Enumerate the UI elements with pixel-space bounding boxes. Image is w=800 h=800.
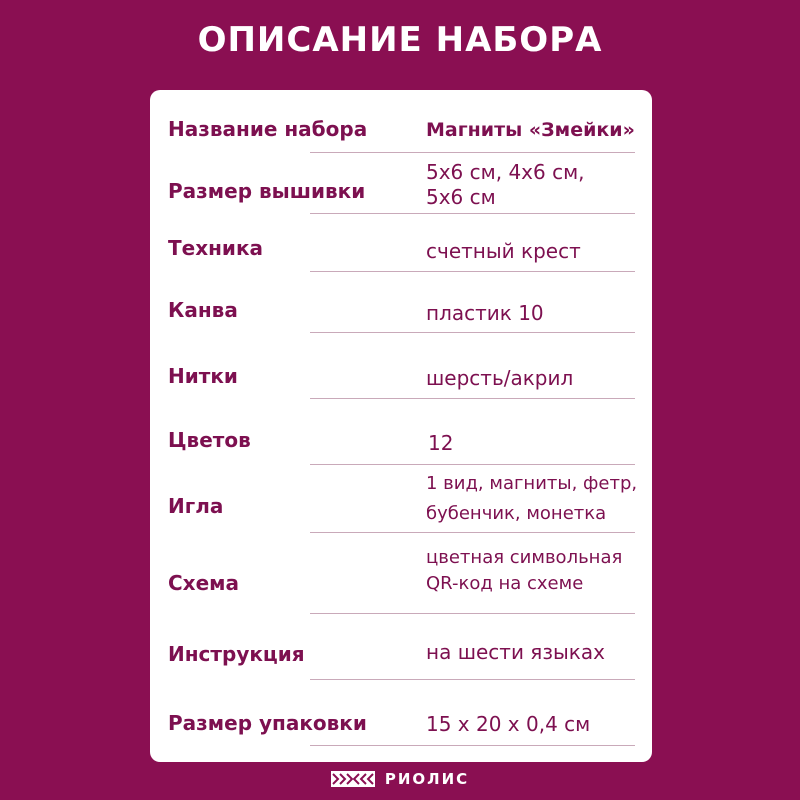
divider <box>310 332 635 333</box>
label-scheme: Схема <box>168 571 239 595</box>
value-embroidery-size-line1: 5х6 см, 4х6 см, <box>426 160 585 184</box>
divider <box>310 679 635 680</box>
value-threads: шерсть/акрил <box>426 366 574 390</box>
value-package-size: 15 х 20 х 0,4 см <box>426 712 591 736</box>
value-needle-line1: 1 вид, магниты, фетр, <box>426 473 638 494</box>
value-instruction: на шести языках <box>426 640 605 664</box>
value-needle-line2: бубенчик, монетка <box>426 503 607 524</box>
description-card <box>150 90 652 762</box>
value-technique: счетный крест <box>426 239 581 263</box>
brand-name: РИОЛИС <box>384 770 470 788</box>
divider <box>310 152 635 153</box>
footer <box>0 764 800 794</box>
value-embroidery-size-line2: 5х6 см <box>426 185 496 209</box>
label-canvas: Канва <box>168 298 238 322</box>
label-colors: Цветов <box>168 428 251 452</box>
value-scheme-line2: QR-код на схеме <box>426 573 584 594</box>
divider <box>310 745 635 746</box>
label-embroidery-size: Размер вышивки <box>168 179 366 203</box>
riolis-logo-icon <box>331 771 375 787</box>
divider <box>310 532 635 533</box>
divider <box>310 464 635 465</box>
value-kit-name: Магниты «Змейки» <box>426 119 635 141</box>
divider <box>310 613 635 614</box>
divider <box>310 271 635 272</box>
label-package-size: Размер упаковки <box>168 711 367 735</box>
value-colors: 12 <box>428 431 454 455</box>
page-title: ОПИСАНИЕ НАБОРА <box>197 20 603 60</box>
value-scheme-line1: цветная символьная <box>426 547 623 568</box>
label-technique: Техника <box>168 236 264 260</box>
label-threads: Нитки <box>168 364 238 388</box>
divider <box>310 398 635 399</box>
label-kit-name: Название набора <box>168 117 368 141</box>
label-needle: Игла <box>168 494 224 518</box>
divider <box>310 213 635 214</box>
label-instruction: Инструкция <box>168 642 305 666</box>
value-canvas: пластик 10 <box>426 301 544 325</box>
